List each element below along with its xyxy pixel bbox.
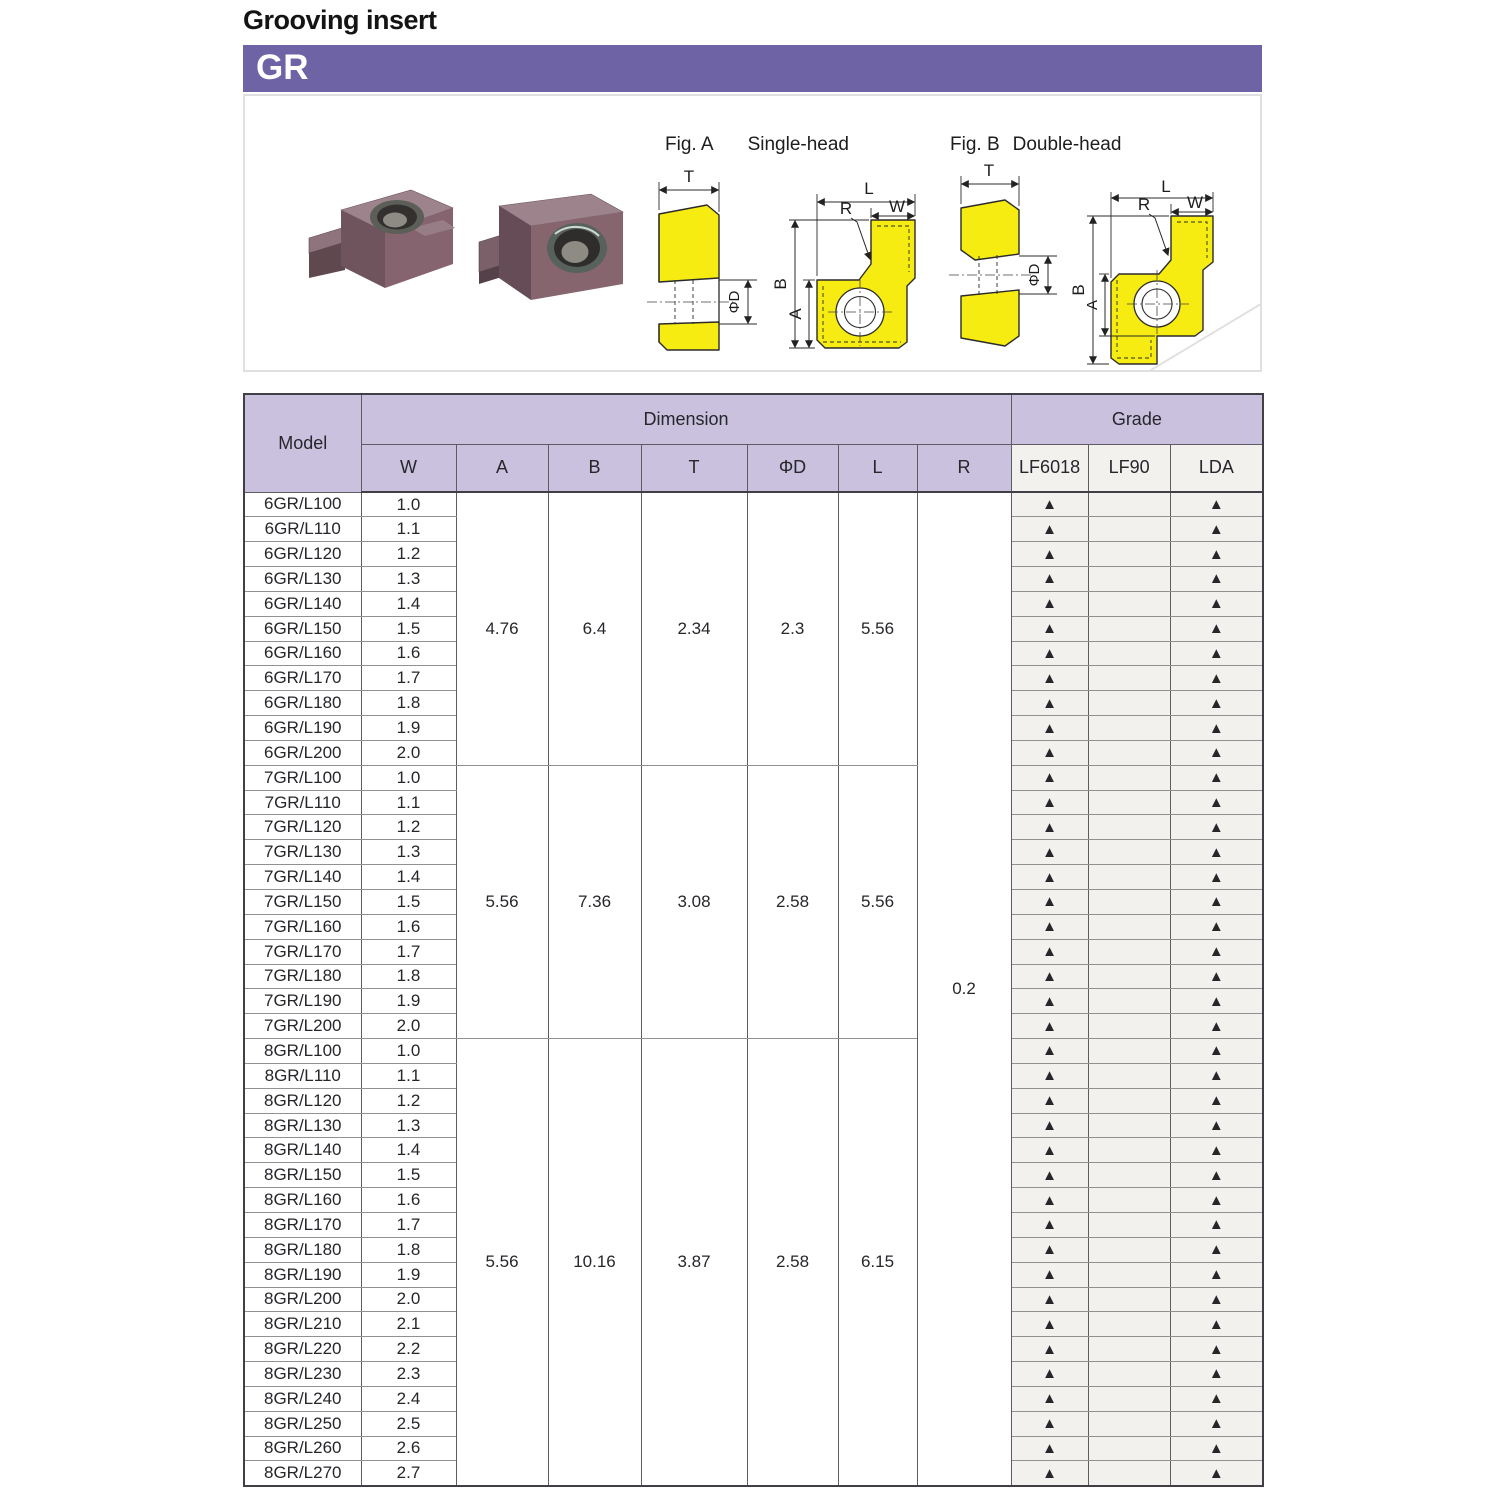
model-cell: 8GR/L250 (244, 1411, 361, 1436)
model-cell: 7GR/L150 (244, 890, 361, 915)
dim-d-value-cell: 2.58 (747, 1039, 838, 1486)
insert-photo-right (479, 194, 623, 300)
dim-label-b: B (771, 278, 790, 290)
grade-lf6018-cell: ▲ (1011, 616, 1088, 641)
grade-lf6018-cell: ▲ (1011, 1163, 1088, 1188)
model-column-header: Model (244, 394, 361, 492)
grade-lf90-cell (1088, 1262, 1170, 1287)
w-value-cell: 2.5 (361, 1411, 456, 1436)
grade-lf90-cell (1088, 1362, 1170, 1387)
grade-lf6018-cell: ▲ (1011, 591, 1088, 616)
w-value-cell: 2.0 (361, 1014, 456, 1039)
model-cell: 7GR/L200 (244, 1014, 361, 1039)
grade-lda-cell: ▲ (1170, 1039, 1263, 1064)
grade-lf6018-cell: ▲ (1011, 641, 1088, 666)
grade-lf6018-cell: ▲ (1011, 914, 1088, 939)
model-cell: 8GR/L120 (244, 1088, 361, 1113)
dim-label-l: L (864, 179, 874, 198)
model-cell: 8GR/L170 (244, 1212, 361, 1237)
grade-lda-cell: ▲ (1170, 641, 1263, 666)
grade-lf90-cell (1088, 591, 1170, 616)
grade-lf90-cell (1088, 1138, 1170, 1163)
grade-lf6018-cell: ▲ (1011, 1237, 1088, 1262)
table-row (244, 492, 1263, 517)
grade-lf90-cell (1088, 840, 1170, 865)
col-header-t: T (641, 444, 747, 492)
dim-label-r: R (1137, 195, 1151, 214)
grade-lda-cell: ▲ (1170, 1287, 1263, 1312)
w-value-cell: 1.2 (361, 815, 456, 840)
dim-label-w: W (888, 197, 906, 216)
dim-label-w: W (1186, 193, 1204, 212)
dim-label-b: B (1069, 284, 1088, 296)
w-value-cell: 2.2 (361, 1337, 456, 1362)
dim-label-d: ΦD (1026, 263, 1043, 287)
grade-lf90-cell (1088, 716, 1170, 741)
fig-a-number: Fig. A (665, 134, 714, 155)
grade-lf90-cell (1088, 865, 1170, 890)
grade-lf90-cell (1088, 1212, 1170, 1237)
grade-lda-cell: ▲ (1170, 1212, 1263, 1237)
w-value-cell: 2.6 (361, 1436, 456, 1461)
model-cell: 7GR/L110 (244, 790, 361, 815)
model-cell: 7GR/L130 (244, 840, 361, 865)
grade-lf6018-cell: ▲ (1011, 765, 1088, 790)
grade-lf90-cell (1088, 517, 1170, 542)
grade-lf6018-cell: ▲ (1011, 840, 1088, 865)
model-cell: 6GR/L200 (244, 740, 361, 765)
grade-lda-cell: ▲ (1170, 1237, 1263, 1262)
dim-a-value-cell: 5.56 (456, 765, 548, 1038)
grade-lda-cell: ▲ (1170, 865, 1263, 890)
grade-lf6018-cell: ▲ (1011, 1039, 1088, 1064)
grade-lf90-cell (1088, 890, 1170, 915)
col-header-b: B (548, 444, 641, 492)
grade-lda-cell: ▲ (1170, 616, 1263, 641)
grade-lda-cell: ▲ (1170, 1362, 1263, 1387)
model-cell: 6GR/L180 (244, 691, 361, 716)
w-value-cell: 2.7 (361, 1461, 456, 1486)
grade-lda-cell: ▲ (1170, 691, 1263, 716)
grade-lda-cell: ▲ (1170, 666, 1263, 691)
table-row (244, 1039, 1263, 1064)
grade-lf90-cell (1088, 914, 1170, 939)
model-cell: 7GR/L120 (244, 815, 361, 840)
grade-lf6018-cell: ▲ (1011, 1212, 1088, 1237)
header-columns-row (244, 444, 1263, 492)
grade-lf90-cell (1088, 492, 1170, 517)
grade-lf90-cell (1088, 815, 1170, 840)
w-value-cell: 1.1 (361, 1063, 456, 1088)
header-group-row (244, 394, 1263, 444)
grade-lf90-cell (1088, 989, 1170, 1014)
model-cell: 6GR/L110 (244, 517, 361, 542)
w-value-cell: 1.5 (361, 890, 456, 915)
grade-lda-cell: ▲ (1170, 716, 1263, 741)
model-cell: 8GR/L270 (244, 1461, 361, 1486)
dim-b-value-cell: 7.36 (548, 765, 641, 1038)
model-cell: 7GR/L170 (244, 939, 361, 964)
grade-lda-cell: ▲ (1170, 1188, 1263, 1213)
grade-lf90-cell (1088, 1014, 1170, 1039)
dim-l-value-cell: 5.56 (838, 492, 917, 765)
grade-lda-cell: ▲ (1170, 591, 1263, 616)
grade-lda-cell: ▲ (1170, 1063, 1263, 1088)
model-cell: 7GR/L160 (244, 914, 361, 939)
dim-r-value-cell: 0.2 (917, 492, 1011, 1486)
model-cell: 8GR/L160 (244, 1188, 361, 1213)
model-cell: 8GR/L190 (244, 1262, 361, 1287)
dim-a-value-cell: 5.56 (456, 1039, 548, 1486)
w-value-cell: 1.3 (361, 840, 456, 865)
grade-lf6018-cell: ▲ (1011, 1436, 1088, 1461)
grade-lf6018-cell: ▲ (1011, 1014, 1088, 1039)
grade-lf90-cell (1088, 1039, 1170, 1064)
grade-lda-cell: ▲ (1170, 1411, 1263, 1436)
grade-lf6018-cell: ▲ (1011, 1088, 1088, 1113)
dim-label-d: ΦD (726, 290, 743, 314)
w-value-cell: 2.0 (361, 1287, 456, 1312)
grade-lf6018-cell: ▲ (1011, 567, 1088, 592)
grade-lf6018-cell: ▲ (1011, 691, 1088, 716)
model-cell: 7GR/L140 (244, 865, 361, 890)
grade-lf90-cell (1088, 1287, 1170, 1312)
grade-lda-cell: ▲ (1170, 1138, 1263, 1163)
grade-group-header: Grade (1011, 394, 1263, 444)
spec-table-body (244, 492, 1263, 1486)
dim-label-a: A (1084, 299, 1101, 311)
w-value-cell: 1.6 (361, 1188, 456, 1213)
grade-lf90-cell (1088, 1337, 1170, 1362)
dim-a-value-cell: 4.76 (456, 492, 548, 765)
grade-lf90-cell (1088, 1113, 1170, 1138)
grade-lf6018-cell: ▲ (1011, 865, 1088, 890)
grade-lf6018-cell: ▲ (1011, 790, 1088, 815)
grade-lf6018-cell: ▲ (1011, 1138, 1088, 1163)
grade-lf90-cell (1088, 567, 1170, 592)
w-value-cell: 1.0 (361, 765, 456, 790)
grade-lda-cell: ▲ (1170, 964, 1263, 989)
col-header-a: A (456, 444, 548, 492)
grade-lf90-cell (1088, 1386, 1170, 1411)
spec-table (243, 393, 1264, 1487)
grade-lf6018-cell: ▲ (1011, 716, 1088, 741)
table-row (244, 765, 1263, 790)
model-cell: 8GR/L150 (244, 1163, 361, 1188)
w-value-cell: 1.7 (361, 1212, 456, 1237)
grade-lf90-cell (1088, 1088, 1170, 1113)
w-value-cell: 1.6 (361, 914, 456, 939)
w-value-cell: 1.7 (361, 939, 456, 964)
grade-lf90-cell (1088, 939, 1170, 964)
grade-lf6018-cell: ▲ (1011, 1113, 1088, 1138)
insert-photo-left (309, 190, 455, 288)
model-cell: 8GR/L240 (244, 1386, 361, 1411)
dim-t-value-cell: 3.08 (641, 765, 747, 1038)
w-value-cell: 2.3 (361, 1362, 456, 1387)
dim-label-t: T (683, 167, 695, 186)
w-value-cell: 1.8 (361, 1237, 456, 1262)
grade-lf6018-cell: ▲ (1011, 1312, 1088, 1337)
model-cell: 6GR/L170 (244, 666, 361, 691)
grade-lda-cell: ▲ (1170, 1436, 1263, 1461)
w-value-cell: 1.2 (361, 1088, 456, 1113)
grade-lf6018-cell: ▲ (1011, 1262, 1088, 1287)
grade-lf6018-cell: ▲ (1011, 517, 1088, 542)
grade-lf6018-cell: ▲ (1011, 1287, 1088, 1312)
dimension-group-header: Dimension (361, 394, 1011, 444)
product-photo (293, 176, 638, 346)
model-cell: 8GR/L260 (244, 1436, 361, 1461)
grade-lf6018-cell: ▲ (1011, 890, 1088, 915)
grade-lda-cell: ▲ (1170, 567, 1263, 592)
model-cell: 7GR/L100 (244, 765, 361, 790)
grade-lf90-cell (1088, 1312, 1170, 1337)
w-value-cell: 1.4 (361, 865, 456, 890)
grade-lda-cell: ▲ (1170, 790, 1263, 815)
grade-lf90-cell (1088, 1237, 1170, 1262)
grade-lda-cell: ▲ (1170, 939, 1263, 964)
col-header-lda: LDA (1170, 444, 1263, 492)
series-label: GR (256, 48, 309, 87)
w-value-cell: 1.0 (361, 492, 456, 517)
grade-lf90-cell (1088, 1411, 1170, 1436)
grade-lf90-cell (1088, 740, 1170, 765)
fig-b-number: Fig. B (950, 134, 1000, 155)
w-value-cell: 1.9 (361, 1262, 456, 1287)
grade-lf6018-cell: ▲ (1011, 740, 1088, 765)
grade-lda-cell: ▲ (1170, 1163, 1263, 1188)
grade-lf90-cell (1088, 542, 1170, 567)
w-value-cell: 1.0 (361, 1039, 456, 1064)
grade-lda-cell: ▲ (1170, 989, 1263, 1014)
fig-a-drawing (645, 152, 935, 372)
dim-b-value-cell: 6.4 (548, 492, 641, 765)
grade-lf6018-cell: ▲ (1011, 1337, 1088, 1362)
w-value-cell: 1.9 (361, 716, 456, 741)
grade-lda-cell: ▲ (1170, 492, 1263, 517)
w-value-cell: 1.1 (361, 790, 456, 815)
grade-lda-cell: ▲ (1170, 815, 1263, 840)
w-value-cell: 1.5 (361, 1163, 456, 1188)
model-cell: 8GR/L140 (244, 1138, 361, 1163)
grade-lf90-cell (1088, 666, 1170, 691)
col-header-w: W (361, 444, 456, 492)
w-value-cell: 1.8 (361, 691, 456, 716)
model-cell: 7GR/L190 (244, 989, 361, 1014)
col-header-l: L (838, 444, 917, 492)
model-cell: 6GR/L100 (244, 492, 361, 517)
page-title: Grooving insert (243, 5, 437, 35)
model-cell: 8GR/L110 (244, 1063, 361, 1088)
grade-lf6018-cell: ▲ (1011, 1461, 1088, 1486)
grade-lda-cell: ▲ (1170, 1262, 1263, 1287)
w-value-cell: 1.4 (361, 591, 456, 616)
w-value-cell: 1.4 (361, 1138, 456, 1163)
grade-lda-cell: ▲ (1170, 1014, 1263, 1039)
w-value-cell: 1.6 (361, 641, 456, 666)
grade-lf6018-cell: ▲ (1011, 815, 1088, 840)
col-header-d: ΦD (747, 444, 838, 492)
dim-t-value-cell: 2.34 (641, 492, 747, 765)
model-cell: 6GR/L120 (244, 542, 361, 567)
figure-panel (243, 94, 1262, 372)
grade-lda-cell: ▲ (1170, 1312, 1263, 1337)
grade-lda-cell: ▲ (1170, 890, 1263, 915)
fig-b-drawing (945, 152, 1235, 372)
series-banner (243, 45, 1262, 92)
grade-lf6018-cell: ▲ (1011, 492, 1088, 517)
w-value-cell: 1.3 (361, 1113, 456, 1138)
grade-lf6018-cell: ▲ (1011, 1386, 1088, 1411)
grade-lf6018-cell: ▲ (1011, 989, 1088, 1014)
grade-lf90-cell (1088, 1436, 1170, 1461)
model-cell: 8GR/L180 (244, 1237, 361, 1262)
model-cell: 8GR/L130 (244, 1113, 361, 1138)
model-cell: 8GR/L230 (244, 1362, 361, 1387)
col-header-r: R (917, 444, 1011, 492)
dim-d-value-cell: 2.3 (747, 492, 838, 765)
model-cell: 8GR/L200 (244, 1287, 361, 1312)
dim-label-r: R (839, 199, 853, 218)
grade-lf90-cell (1088, 1063, 1170, 1088)
w-value-cell: 2.4 (361, 1386, 456, 1411)
model-cell: 8GR/L210 (244, 1312, 361, 1337)
w-value-cell: 1.1 (361, 517, 456, 542)
w-value-cell: 1.3 (361, 567, 456, 592)
grade-lf6018-cell: ▲ (1011, 1411, 1088, 1436)
grade-lf6018-cell: ▲ (1011, 666, 1088, 691)
grade-lf90-cell (1088, 641, 1170, 666)
model-cell: 6GR/L130 (244, 567, 361, 592)
dim-t-value-cell: 3.87 (641, 1039, 747, 1486)
model-cell: 6GR/L160 (244, 641, 361, 666)
grade-lda-cell: ▲ (1170, 914, 1263, 939)
grade-lf6018-cell: ▲ (1011, 964, 1088, 989)
dim-label-a: A (786, 308, 805, 320)
dim-b-value-cell: 10.16 (548, 1039, 641, 1486)
grade-lda-cell: ▲ (1170, 1088, 1263, 1113)
model-cell: 8GR/L220 (244, 1337, 361, 1362)
model-cell: 8GR/L100 (244, 1039, 361, 1064)
w-value-cell: 1.9 (361, 989, 456, 1014)
grade-lda-cell: ▲ (1170, 1337, 1263, 1362)
fig-a-type: Single-head (747, 134, 849, 155)
dim-d-value-cell: 2.58 (747, 765, 838, 1038)
w-value-cell: 2.0 (361, 740, 456, 765)
grade-lda-cell: ▲ (1170, 1461, 1263, 1486)
grade-lf6018-cell: ▲ (1011, 1063, 1088, 1088)
dim-label-l: L (1161, 177, 1171, 196)
grade-lf90-cell (1088, 1188, 1170, 1213)
grade-lf90-cell (1088, 1461, 1170, 1486)
grade-lf90-cell (1088, 1163, 1170, 1188)
grade-lf90-cell (1088, 765, 1170, 790)
dim-label-t: T (983, 161, 995, 180)
model-cell: 6GR/L140 (244, 591, 361, 616)
w-value-cell: 2.1 (361, 1312, 456, 1337)
w-value-cell: 1.2 (361, 542, 456, 567)
grade-lda-cell: ▲ (1170, 840, 1263, 865)
grade-lda-cell: ▲ (1170, 1113, 1263, 1138)
grade-lf6018-cell: ▲ (1011, 542, 1088, 567)
col-header-lf6018: LF6018 (1011, 444, 1088, 492)
grade-lf90-cell (1088, 691, 1170, 716)
model-cell: 6GR/L150 (244, 616, 361, 641)
grade-lda-cell: ▲ (1170, 542, 1263, 567)
grade-lf90-cell (1088, 964, 1170, 989)
grade-lf6018-cell: ▲ (1011, 939, 1088, 964)
w-value-cell: 1.8 (361, 964, 456, 989)
w-value-cell: 1.5 (361, 616, 456, 641)
dim-l-value-cell: 6.15 (838, 1039, 917, 1486)
grade-lf6018-cell: ▲ (1011, 1362, 1088, 1387)
fig-b-type: Double-head (1012, 134, 1122, 155)
grade-lda-cell: ▲ (1170, 517, 1263, 542)
grade-lf90-cell (1088, 616, 1170, 641)
grade-lda-cell: ▲ (1170, 765, 1263, 790)
grade-lf6018-cell: ▲ (1011, 1188, 1088, 1213)
w-value-cell: 1.7 (361, 666, 456, 691)
model-cell: 6GR/L190 (244, 716, 361, 741)
dim-l-value-cell: 5.56 (838, 765, 917, 1038)
grade-lda-cell: ▲ (1170, 740, 1263, 765)
col-header-lf90: LF90 (1088, 444, 1170, 492)
model-cell: 7GR/L180 (244, 964, 361, 989)
grade-lda-cell: ▲ (1170, 1386, 1263, 1411)
grade-lf90-cell (1088, 790, 1170, 815)
